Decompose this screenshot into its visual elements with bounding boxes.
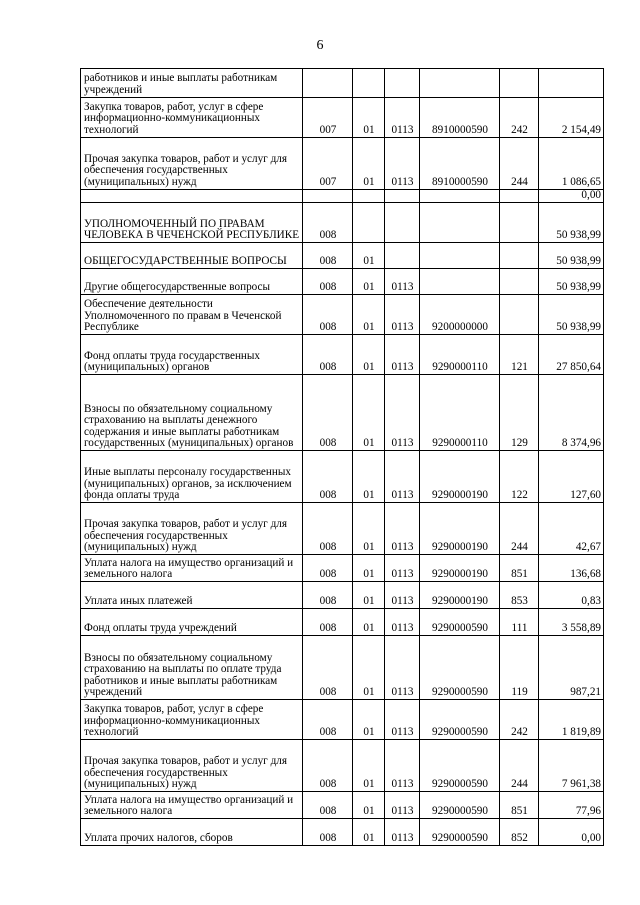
row-ved-code: 008 bbox=[303, 269, 353, 295]
row-amount: 0,83 bbox=[539, 582, 604, 609]
row-amount: 27 850,64 bbox=[539, 335, 604, 375]
table-row bbox=[81, 98, 604, 138]
row-expense-type bbox=[500, 203, 539, 243]
table-row bbox=[81, 138, 604, 190]
row-section-code: 01 bbox=[353, 375, 385, 451]
row-subsection-code: 0113 bbox=[385, 819, 420, 846]
row-ved-code: 008 bbox=[303, 503, 353, 555]
row-section-code: 01 bbox=[353, 269, 385, 295]
row-subsection-code: 0113 bbox=[385, 375, 420, 451]
row-expense-type: 851 bbox=[500, 792, 539, 819]
row-subsection-code: 0113 bbox=[385, 98, 420, 138]
row-subsection-code: 0113 bbox=[385, 503, 420, 555]
row-expense-type: 119 bbox=[500, 636, 539, 700]
row-ved-code: 008 bbox=[303, 819, 353, 846]
row-target-article bbox=[420, 190, 500, 203]
row-ved-code: 008 bbox=[303, 740, 353, 792]
table-row bbox=[81, 375, 604, 451]
row-target-article: 9290000190 bbox=[420, 582, 500, 609]
row-amount: 2 154,49 bbox=[539, 98, 604, 138]
row-amount: 77,96 bbox=[539, 792, 604, 819]
row-name: Уплата налога на имущество организаций и земельного налога bbox=[81, 555, 303, 582]
table-row bbox=[81, 243, 604, 269]
row-section-code: 01 bbox=[353, 609, 385, 636]
row-amount: 50 938,99 bbox=[539, 295, 604, 335]
row-section-code: 01 bbox=[353, 138, 385, 190]
table-row bbox=[81, 203, 604, 243]
row-section-code: 01 bbox=[353, 792, 385, 819]
table-row bbox=[81, 819, 604, 846]
table-row bbox=[81, 582, 604, 609]
row-target-article: 8910000590 bbox=[420, 138, 500, 190]
table-row bbox=[81, 69, 604, 98]
row-expense-type: 244 bbox=[500, 740, 539, 792]
table-row bbox=[81, 609, 604, 636]
row-expense-type: 129 bbox=[500, 375, 539, 451]
row-expense-type: 853 bbox=[500, 582, 539, 609]
row-amount: 136,68 bbox=[539, 555, 604, 582]
row-subsection-code bbox=[385, 243, 420, 269]
row-target-article bbox=[420, 243, 500, 269]
row-subsection-code: 0113 bbox=[385, 700, 420, 740]
row-target-article: 9290000590 bbox=[420, 636, 500, 700]
row-name: Прочая закупка товаров, работ и услуг для обеспечения государственных (муниципальных) нужд bbox=[81, 740, 303, 792]
row-ved-code: 008 bbox=[303, 582, 353, 609]
row-target-article: 9290000190 bbox=[420, 503, 500, 555]
row-amount: 8 374,96 bbox=[539, 375, 604, 451]
row-ved-code: 008 bbox=[303, 792, 353, 819]
row-name: Уплата налога на имущество организаций и земельного налога bbox=[81, 792, 303, 819]
table-row bbox=[81, 269, 604, 295]
row-expense-type: 852 bbox=[500, 819, 539, 846]
row-name: Другие общегосударственные вопросы bbox=[81, 269, 303, 295]
row-section-code: 01 bbox=[353, 295, 385, 335]
row-section-code: 01 bbox=[353, 700, 385, 740]
row-amount: 987,21 bbox=[539, 636, 604, 700]
row-section-code: 01 bbox=[353, 335, 385, 375]
row-expense-type: 242 bbox=[500, 700, 539, 740]
row-expense-type bbox=[500, 69, 539, 98]
row-subsection-code: 0113 bbox=[385, 295, 420, 335]
row-name: Фонд оплаты труда учреждений bbox=[81, 609, 303, 636]
row-expense-type bbox=[500, 269, 539, 295]
row-section-code: 01 bbox=[353, 636, 385, 700]
row-section-code bbox=[353, 190, 385, 203]
row-target-article: 9290000590 bbox=[420, 609, 500, 636]
table-row bbox=[81, 555, 604, 582]
row-ved-code: 008 bbox=[303, 243, 353, 269]
row-ved-code: 007 bbox=[303, 138, 353, 190]
row-expense-type: 111 bbox=[500, 609, 539, 636]
row-amount: 127,60 bbox=[539, 451, 604, 503]
row-target-article: 8910000590 bbox=[420, 98, 500, 138]
row-ved-code: 008 bbox=[303, 700, 353, 740]
row-name: Уплата иных платежей bbox=[81, 582, 303, 609]
row-name: Закупка товаров, работ, услуг в сфере информационно-коммуникационных технологий bbox=[81, 700, 303, 740]
row-ved-code bbox=[303, 190, 353, 203]
row-target-article: 9290000590 bbox=[420, 740, 500, 792]
row-amount bbox=[539, 69, 604, 98]
row-ved-code: 008 bbox=[303, 335, 353, 375]
row-expense-type bbox=[500, 190, 539, 203]
row-name: Закупка товаров, работ, услуг в сфере информационно-коммуникационных технологий bbox=[81, 98, 303, 138]
row-section-code bbox=[353, 203, 385, 243]
row-expense-type bbox=[500, 295, 539, 335]
row-target-article: 9290000110 bbox=[420, 335, 500, 375]
row-ved-code: 008 bbox=[303, 555, 353, 582]
row-expense-type: 244 bbox=[500, 503, 539, 555]
row-section-code: 01 bbox=[353, 451, 385, 503]
row-target-article bbox=[420, 69, 500, 98]
row-section-code: 01 bbox=[353, 243, 385, 269]
row-ved-code: 008 bbox=[303, 609, 353, 636]
row-target-article bbox=[420, 269, 500, 295]
row-name: Прочая закупка товаров, работ и услуг для обеспечения государственных (муниципальных) нужд bbox=[81, 503, 303, 555]
row-subsection-code bbox=[385, 190, 420, 203]
row-target-article: 9290000590 bbox=[420, 792, 500, 819]
row-target-article: 9200000000 bbox=[420, 295, 500, 335]
row-amount: 1 819,89 bbox=[539, 700, 604, 740]
row-subsection-code: 0113 bbox=[385, 609, 420, 636]
page-number: 6 bbox=[316, 38, 324, 53]
budget-table bbox=[80, 68, 604, 846]
row-amount: 0,00 bbox=[539, 819, 604, 846]
table-row bbox=[81, 792, 604, 819]
row-subsection-code: 0113 bbox=[385, 138, 420, 190]
row-amount: 3 558,89 bbox=[539, 609, 604, 636]
table-row bbox=[81, 190, 604, 203]
row-target-article bbox=[420, 203, 500, 243]
table-row bbox=[81, 740, 604, 792]
table-row bbox=[81, 295, 604, 335]
row-name: работников и иные выплаты работникам учреждений bbox=[81, 69, 303, 98]
row-subsection-code bbox=[385, 203, 420, 243]
row-expense-type: 242 bbox=[500, 98, 539, 138]
row-ved-code: 008 bbox=[303, 203, 353, 243]
row-target-article: 9290000590 bbox=[420, 700, 500, 740]
row-ved-code: 008 bbox=[303, 375, 353, 451]
row-expense-type: 121 bbox=[500, 335, 539, 375]
row-section-code: 01 bbox=[353, 98, 385, 138]
row-subsection-code: 0113 bbox=[385, 636, 420, 700]
row-name: Взносы по обязательному социальному страхованию на выплаты денежного содержания и иные выплаты работникам государственных (муниципальных) органов bbox=[81, 375, 303, 451]
row-section-code: 01 bbox=[353, 582, 385, 609]
row-ved-code: 008 bbox=[303, 451, 353, 503]
budget-table-body bbox=[81, 69, 604, 846]
row-name: Фонд оплаты труда государственных (муниципальных) органов bbox=[81, 335, 303, 375]
table-row bbox=[81, 503, 604, 555]
row-section-code: 01 bbox=[353, 740, 385, 792]
row-target-article: 9290000190 bbox=[420, 555, 500, 582]
row-target-article: 9290000110 bbox=[420, 375, 500, 451]
row-amount: 0,00 bbox=[539, 190, 604, 203]
row-amount: 42,67 bbox=[539, 503, 604, 555]
row-amount: 50 938,99 bbox=[539, 243, 604, 269]
row-subsection-code: 0113 bbox=[385, 740, 420, 792]
row-amount: 50 938,99 bbox=[539, 203, 604, 243]
row-subsection-code: 0113 bbox=[385, 555, 420, 582]
row-amount: 50 938,99 bbox=[539, 269, 604, 295]
row-expense-type: 122 bbox=[500, 451, 539, 503]
row-name: Прочая закупка товаров, работ и услуг для обеспечения государственных (муниципальных) нужд bbox=[81, 138, 303, 190]
row-subsection-code: 0113 bbox=[385, 269, 420, 295]
row-name: УПОЛНОМОЧЕННЫЙ ПО ПРАВАМ ЧЕЛОВЕКА В ЧЕЧЕНСКОЙ РЕСПУБЛИКЕ bbox=[81, 203, 303, 243]
row-section-code: 01 bbox=[353, 819, 385, 846]
row-ved-code: 008 bbox=[303, 295, 353, 335]
row-subsection-code: 0113 bbox=[385, 582, 420, 609]
row-name: Иные выплаты персоналу государственных (муниципальных) органов, за исключением фонда оплаты труда bbox=[81, 451, 303, 503]
row-ved-code: 007 bbox=[303, 98, 353, 138]
row-name: Взносы по обязательному социальному страхованию на выплаты по оплате труда работников и иные выплаты работникам учреждений bbox=[81, 636, 303, 700]
row-subsection-code: 0113 bbox=[385, 451, 420, 503]
row-name: Уплата прочих налогов, сборов bbox=[81, 819, 303, 846]
table-row bbox=[81, 335, 604, 375]
row-name: Обеспечение деятельности Уполномоченного по правам в Чеченской Республике bbox=[81, 295, 303, 335]
row-subsection-code bbox=[385, 69, 420, 98]
row-ved-code bbox=[303, 69, 353, 98]
row-target-article: 9290000190 bbox=[420, 451, 500, 503]
table-row bbox=[81, 636, 604, 700]
row-subsection-code: 0113 bbox=[385, 335, 420, 375]
row-expense-type: 244 bbox=[500, 138, 539, 190]
row-section-code: 01 bbox=[353, 503, 385, 555]
row-amount: 7 961,38 bbox=[539, 740, 604, 792]
row-ved-code: 008 bbox=[303, 636, 353, 700]
table-row bbox=[81, 451, 604, 503]
row-target-article: 9290000590 bbox=[420, 819, 500, 846]
row-section-code bbox=[353, 69, 385, 98]
row-expense-type bbox=[500, 243, 539, 269]
row-amount: 1 086,65 bbox=[539, 138, 604, 190]
row-name: ОБЩЕГОСУДАРСТВЕННЫЕ ВОПРОСЫ bbox=[81, 243, 303, 269]
row-name bbox=[81, 190, 303, 203]
table-row bbox=[81, 700, 604, 740]
row-subsection-code: 0113 bbox=[385, 792, 420, 819]
row-section-code: 01 bbox=[353, 555, 385, 582]
row-expense-type: 851 bbox=[500, 555, 539, 582]
